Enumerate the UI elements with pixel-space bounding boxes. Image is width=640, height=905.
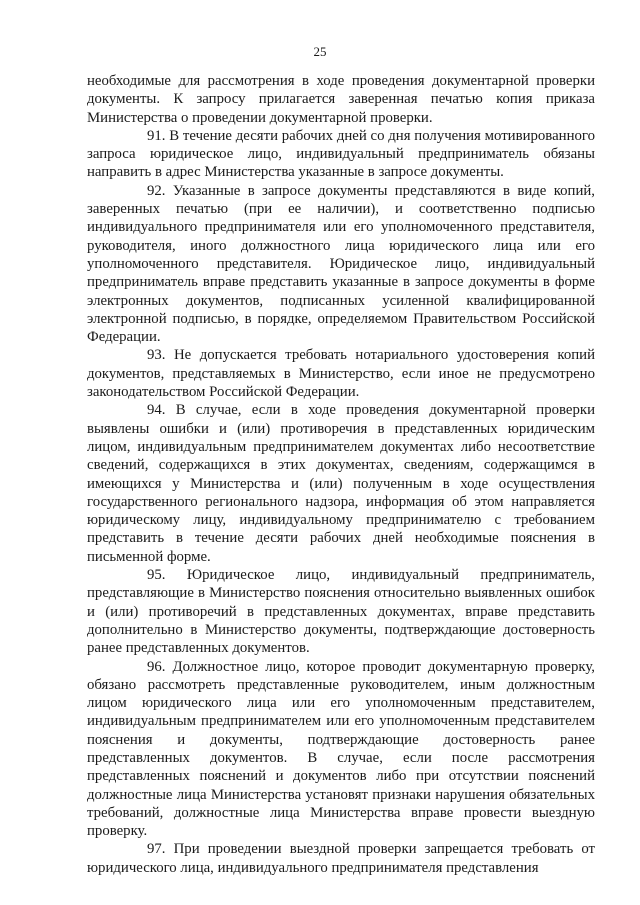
document-body bbox=[87, 72, 595, 877]
paragraph: необходимые для рассмотрения в ходе проведения документарной проверки документы. К запросу прилагается заверенная печатью копия приказа Министерства о проведении документарной проверки. bbox=[87, 73, 595, 126]
paragraph-94: 94. В случае, если в ходе проведения документарной проверки выявлены ошибки и (или) противоречия в представленных юридическим лицом, индивидуальным предпринимателем документах либо несоответствие сведений, содержащихся в этих документах, сведениям, содержащимся в имеющихся у Министерства и (или) полученным в ходе осуществления государственного регионального надзора, информация об этом направляется юридическому лицу, индивидуальному предпринимателю с требованием представить в течение десяти рабочих дней необходимые пояснения в письменной форме. bbox=[87, 402, 595, 565]
paragraph-97: 97. При проведении выездной проверки запрещается требовать от юридического лица, индивидуального предпринимателя представления bbox=[87, 841, 595, 876]
paragraph-92: 92. Указанные в запросе документы представляются в виде копий, заверенных печатью (при ее наличии), и соответственно подписью индивидуального предпринимателя или его уполномоченного представителя, руководителя, иного должностного лица юридического лица или его уполномоченного представителя. Юридическое лицо, индивидуальный предприниматель вправе представить указанные в запросе документы в форме электронных документов, подписанных усиленной квалифицированной электронной подписью, в порядке, определяемом Правительством Российской Федерации. bbox=[87, 182, 595, 346]
paragraph-96: 96. Должностное лицо, которое проводит документарную проверку, обязано рассмотреть представленные руководителем, иным должностным лицом юридического лица или его уполномоченным представителем, индивидуальным предпринимателем или его уполномоченным представителем пояснения и документы, подтверждающие достоверность ранее представленных документов. В случае, если после рассмотрения представленных пояснений и документов либо при отсутствии пояснений должностные лица Министерства установят признаки нарушения обязательных требований, должностные лица Министерства вправе провести выездную проверку. bbox=[87, 658, 595, 840]
paragraph-93: 93. Не допускается требовать нотариального удостоверения копий документов, представляемых в Министерство, если иное не предусмотрено законодательством Российской Федерации. bbox=[87, 347, 595, 401]
paragraph-95: 95. Юридическое лицо, индивидуальный предприниматель, представляющие в Министерство пояснения относительно выявленных ошибок и (или) противоречий в представленных документах, вправе представить дополнительно в Министерство документы, подтверждающие достоверность ранее представленных документов. bbox=[87, 567, 595, 657]
paragraph-91: 91. В течение десяти рабочих дней со дня получения мотивированного запроса юридическое лицо, индивидуальный предприниматель обязаны направить в адрес Министерства указанные в запросе документы. bbox=[87, 127, 595, 181]
page-number: 25 bbox=[313, 44, 327, 59]
